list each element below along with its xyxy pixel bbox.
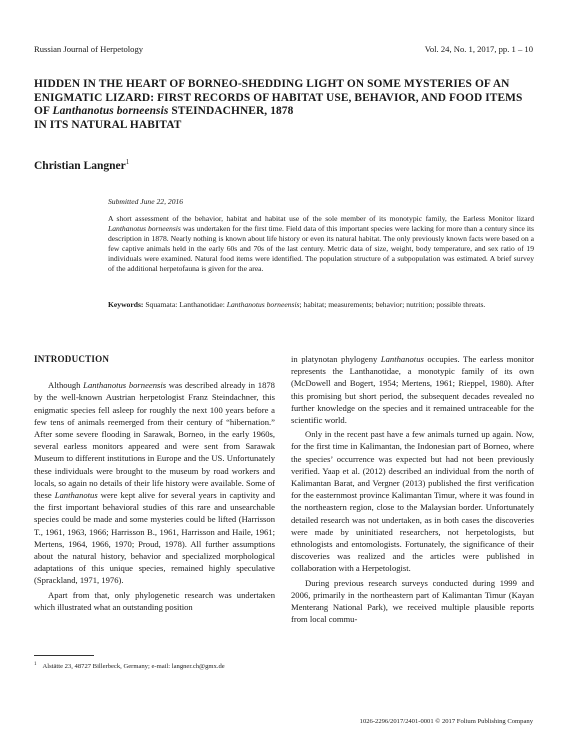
p1-text-b: was described already in 1878 by the well-known Austrian herpetologist Franz Steindachner, this enigmatic species fell asleep for roughly the next 100 years before a few tens of animals reemerged from their century of “hibernation.” After some severe flooding in Sarawak, Borneo, in the early 1960s, several earless monitors appeared and were sent from Sarawak Museum to different institutions in Europe and the US. Unfortunately these individuals were brought to the museum by road workers and locals, so again no details of their life history were available. Some of these xyxy=(34,380,275,501)
section-heading-introduction: INTRODUCTION xyxy=(34,354,110,364)
submitted-date: Submitted June 22, 2016 xyxy=(108,197,184,206)
author-footnote-mark: 1 xyxy=(125,158,130,166)
copyright-line: 1026-2296/2017/2401-0001 © 2017 Folium Publishing Company xyxy=(359,718,533,725)
paragraph-4: Only in the recent past have a few animals turned up again. Now, for the first time in Kalimantan, the Indonesian part of Borneo, where the species’ occurrence was expected but had not been previously verified. Yaap et al. (2012) described an individual from the north of Kalimantan Barat, and Vergner (2013) published the first verification for the easternmost province Kalimantan Timur, where it was found in the northeastern region, close to the Malaysian border. Unfortunately detailed research was not undertaken, as in both cases the discoveries were made by uninitiated researchers, not herpetologists, but ethnologists and entomologists. Fortunately, the significance of their discoveries was realized and the articles were published in collaboration with a Herpetologist. xyxy=(291,429,534,574)
p3-genus: Lanthanotus xyxy=(380,354,424,364)
p1-genus: Lanthanotus xyxy=(54,490,98,501)
keywords xyxy=(108,300,534,310)
abstract-text-a: A short assessment of the behavior, habitat and habitat use of the sole member of its monotypic family, the Earless Monitor lizard xyxy=(108,214,534,223)
footnote-text: Alstätte 23, 48727 Billerbeck, Germany; e-mail: langner.ch@gmx.de xyxy=(42,663,225,671)
paragraph-2: Apart from that, only phylogenetic research was undertaken which illustrated what an outstanding position xyxy=(34,589,275,612)
p1-text-c: were kept alive for several years in captivity and the first important behavioral studies of this rare and unsearchable species could be made and some mysteries could be lifted (Harrisson T., 1961, 1963, 1966; Harrisson B., 1961, Harrisson and Haile, 1961; Mertens, 1964, 1966, 1970; Proud, 1978). All further assumptions about the natural history, behavior and specialized morphological adaptations of this unique species, remained highly speculative (Sprackland, 1971, 1976). xyxy=(34,490,275,586)
keywords-text-b: ; habitat; measurements; behavior; nutrition; possible threats. xyxy=(299,300,486,309)
footnote-divider xyxy=(34,655,94,656)
title-part-2: STEINDACHNER, 1878 xyxy=(168,105,294,118)
abstract xyxy=(108,214,534,275)
column-right xyxy=(291,353,534,627)
keywords-species: Lanthanotus borneensis xyxy=(226,300,300,309)
volume-info: Vol. 24, No. 1, 2017, pp. 1 – 10 xyxy=(424,44,533,54)
abstract-species: Lanthanotus borneensis xyxy=(108,224,181,234)
title-species: Lanthanotus borneensis xyxy=(52,105,169,118)
p1-text-a: Although xyxy=(48,380,84,391)
p3-text-a: in platynotan phylogeny xyxy=(291,354,381,364)
author xyxy=(34,158,129,172)
paragraph-1 xyxy=(34,379,275,586)
abstract-text-b: was undertaken for the first time. Field data of this important species were lacking for more than a century since its description in 1878. Nearly nothing is known about life history or even its natural habitat. The only previously known facts were based on a few captive animals held in the early 60s and 70s of the last century. Metric data of size, weight, body temperature, and sex ratio of 19 individuals were examined. Natural food items were identified. The population structure of a subpopulation was estimated. A brief survey of the additional herpetofauna is given for the area. xyxy=(108,224,535,274)
paragraph-3 xyxy=(291,353,534,426)
keywords-text-a: Squamata: Lanthanotidae: xyxy=(143,300,227,309)
keywords-label: Keywords: xyxy=(108,300,144,309)
title-part-3: IN ITS NATURAL HABITAT xyxy=(34,118,182,131)
paragraph-5: During previous research surveys conducted during 1999 and 2006, primarily in the northeastern part of Kalimantan Timur (Kayan Menterang National Park), we received multiple plausible reports from local commu- xyxy=(291,577,534,625)
title-part-1: HIDDEN IN THE HEART OF BORNEO-SHEDDING LIGHT ON SOME MYSTERIES OF AN ENIGMATIC LIZARD: FIRST RECORDS OF HABITAT USE, BEHAVIOR, AND FOOD ITEMS OF xyxy=(34,78,523,118)
p1-species: Lanthanotus borneensis xyxy=(83,380,167,391)
footnote-mark: 1 xyxy=(34,662,37,667)
column-left xyxy=(34,353,275,615)
p3-text-b: occupies. The earless monitor represents the Lanthanotidae, a monotypic family of its own (McDowell and Bogert, 1954; Mertens, 1961; Rieppel, 1980). After this promising but short period, the subsequent decades revealed no further knowledge on the species and it remained untraceable for the scientific world. xyxy=(291,354,535,426)
journal-name: Russian Journal of Herpetology xyxy=(34,44,144,54)
footnote xyxy=(34,661,279,671)
article-title xyxy=(34,78,534,132)
author-name: Christian Langner xyxy=(34,159,126,172)
